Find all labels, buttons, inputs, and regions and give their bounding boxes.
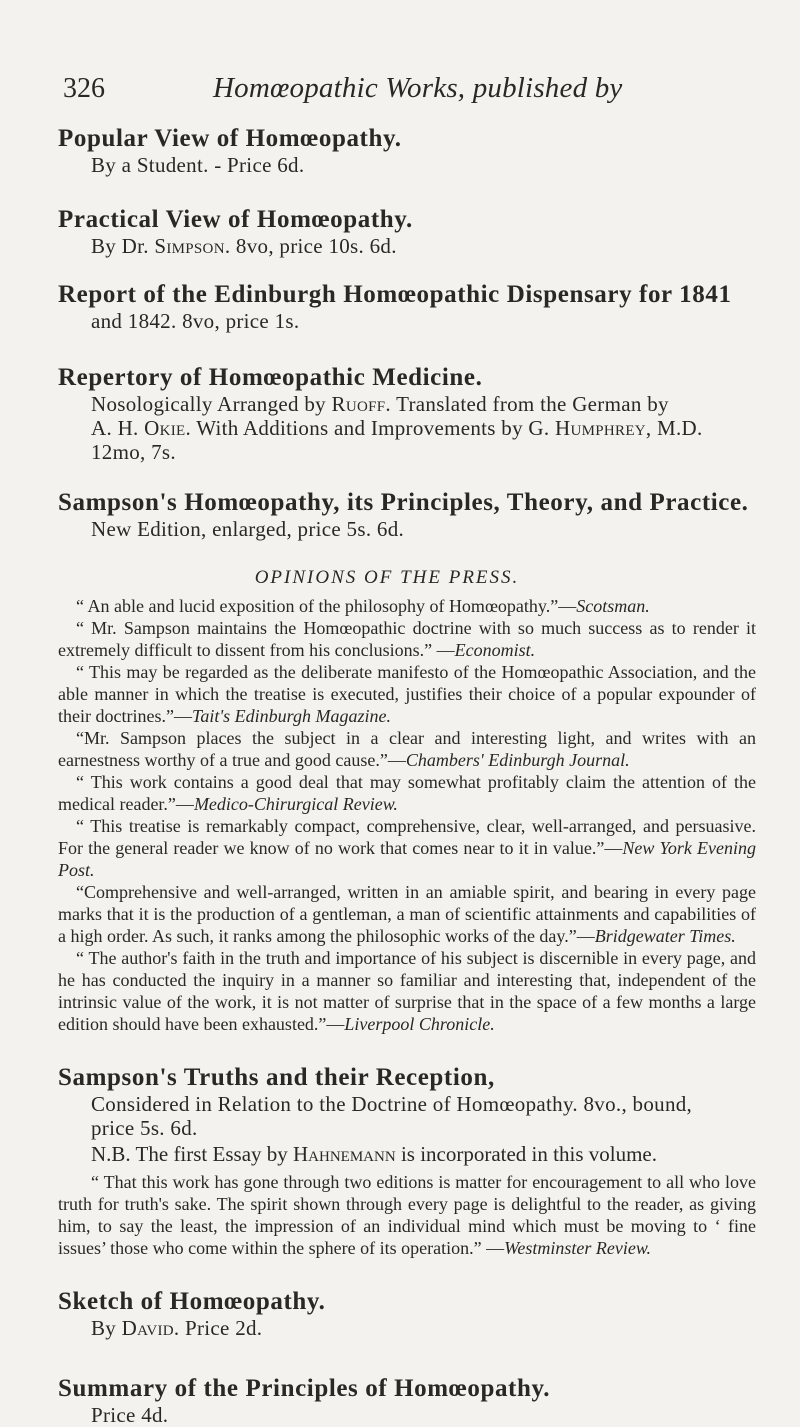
quote-text: “ An able and lucid exposition of the philosophy of Homœopathy.”—	[76, 596, 577, 616]
entry-detail: and 1842. 8vo, price 1s.	[91, 309, 300, 333]
entry-title: Sampson's Truths and their Reception,	[58, 1064, 495, 1091]
quote-text: “Comprehensive and well-arranged, written in an amiable spirit, and bearing in every page marks that it is the production of a gentleman, a man of scientific attainments and capabilities of a high order. As such, it ranks among the philosophic works of the day.”—	[58, 882, 756, 946]
detail-text: . Translated from the German by	[385, 392, 669, 416]
press-quote	[58, 617, 756, 661]
entry-detail	[91, 1316, 756, 1340]
entry-repertory	[58, 363, 756, 464]
entry-detail: Price 4d.	[91, 1403, 169, 1427]
entry-title: Sketch of Homœopathy.	[58, 1288, 326, 1315]
nota-bene	[91, 1142, 756, 1167]
author-name: Humphrey	[555, 416, 646, 440]
quote-source: Scotsman.	[576, 596, 650, 616]
press-quote	[58, 815, 756, 881]
quote-text: “ Mr. Sampson maintains the Homœopathic doctrine with so much success as to render it extremely difficult to dissent from his conclusions.” —	[58, 618, 756, 660]
author-name: Simpson	[154, 234, 225, 258]
entry-detail: New Edition, enlarged, price 5s. 6d.	[91, 517, 405, 541]
quote-text: “ That this work has gone through two editions is matter for encouragement to all who love truth for truth's sake. The spirit shown through every page is delightful to the reader, as giving him, to say the least, the impression of an individual mind which must be moving to ‘ fine issues’ those who come within the sphere of its operation.” —	[58, 1172, 756, 1258]
entry-title: Practical View of Homœopathy.	[58, 206, 413, 233]
detail-text: A. H.	[91, 416, 145, 440]
press-quotes	[58, 595, 756, 1035]
press-quote	[58, 947, 756, 1035]
quote-source: Westminster Review.	[504, 1238, 652, 1258]
entry-detail: By a Student. - Price 6d.	[91, 153, 305, 177]
entry-detail	[91, 234, 756, 258]
author-name: Okie	[144, 416, 186, 440]
press-quote	[58, 661, 756, 727]
entry-summary	[58, 1374, 756, 1427]
opinions-heading: OPINIONS OF THE PRESS.	[254, 567, 520, 588]
entry-practical-view	[58, 205, 756, 258]
quote-text: “Mr. Sampson places the subject in a clear and interesting light, and writes with an earnestness worthy of a true and good cause.”—	[58, 728, 756, 770]
entry-detail	[91, 392, 756, 416]
quote-source: Bridgewater Times.	[594, 926, 736, 946]
quote-text: “ This work contains a good deal that may somewhat profitably claim the attention of the medical reader.”—	[58, 772, 756, 814]
detail-text: . 8vo, price 10s. 6d.	[224, 234, 397, 258]
entry-sampsons-homoeopathy	[58, 488, 756, 541]
entry-title: Popular View of Homœopathy.	[58, 125, 402, 152]
quote-source: Chambers' Edinburgh Journal.	[405, 750, 630, 770]
entry-detail: price 5s. 6d.	[91, 1116, 198, 1140]
entry-sketch	[58, 1287, 756, 1340]
author-name: Hahnemann	[293, 1142, 396, 1166]
entry-detail	[91, 416, 756, 440]
detail-text: By	[91, 1316, 122, 1340]
press-quote	[58, 1171, 756, 1259]
entry-popular-view	[58, 124, 756, 177]
entry-detail: Considered in Relation to the Doctrine of Homœopathy. 8vo., bound,	[91, 1092, 693, 1116]
running-title: Homœopathic Works, published by	[213, 72, 623, 104]
running-head	[58, 72, 756, 112]
detail-text: . Price 2d.	[173, 1316, 263, 1340]
entry-title: Report of the Edinburgh Homœopathic Dispensary for 1841	[58, 281, 732, 308]
quote-source: New York Evening Post.	[58, 838, 757, 880]
entry-detail: 12mo, 7s.	[91, 440, 176, 464]
entry-title: Repertory of Homœopathic Medicine.	[58, 364, 483, 391]
author-name: David	[121, 1316, 174, 1340]
page-number: 326	[63, 73, 105, 104]
quote-source: Tait's Edinburgh Magazine.	[191, 706, 392, 726]
detail-text: is incorporated in this volume.	[395, 1142, 657, 1166]
detail-text: Nosologically Arranged by	[91, 392, 332, 416]
detail-text: . With Additions and Improvements by G.	[185, 416, 555, 440]
quote-source: Economist.	[454, 640, 536, 660]
author-name: Ruoff	[331, 392, 386, 416]
detail-text: N.B. The first Essay by	[91, 1142, 294, 1166]
entry-title: Sampson's Homœopathy, its Principles, Theory, and Practice.	[58, 489, 749, 516]
press-quote	[58, 595, 756, 617]
press-quote	[58, 727, 756, 771]
entry-sampsons-truths	[58, 1063, 756, 1259]
entry-title: Summary of the Principles of Homœopathy.	[58, 1375, 551, 1402]
quote-text: “ This treatise is remarkably compact, comprehensive, clear, well-arranged, and persuasive. For the general reader we know of no work that comes near to it in value.”—	[58, 816, 756, 858]
quote-source: Liverpool Chronicle.	[344, 1014, 495, 1034]
detail-text: , M.D.	[645, 416, 703, 440]
detail-text: By Dr.	[91, 234, 155, 258]
press-quote	[58, 881, 756, 947]
quote-text: “ This may be regarded as the deliberate manifesto of the Homœopathic Association, and the able manner in which the treatise is executed, justifies their choice of a popular expounder of their doctrines.”—	[58, 662, 756, 726]
quote-source: Medico-Chirurgical Review.	[193, 794, 398, 814]
quote-text: “ The author's faith in the truth and importance of his subject is discernible in every page, and he has conducted the inquiry in a manner so familiar and interesting that, independent of the intrinsic value of the work, it is not matter of surprise that in the space of a few months a large edition should have been exhausted.”—	[58, 948, 756, 1034]
entry-report	[58, 280, 756, 333]
press-quote	[58, 771, 756, 815]
